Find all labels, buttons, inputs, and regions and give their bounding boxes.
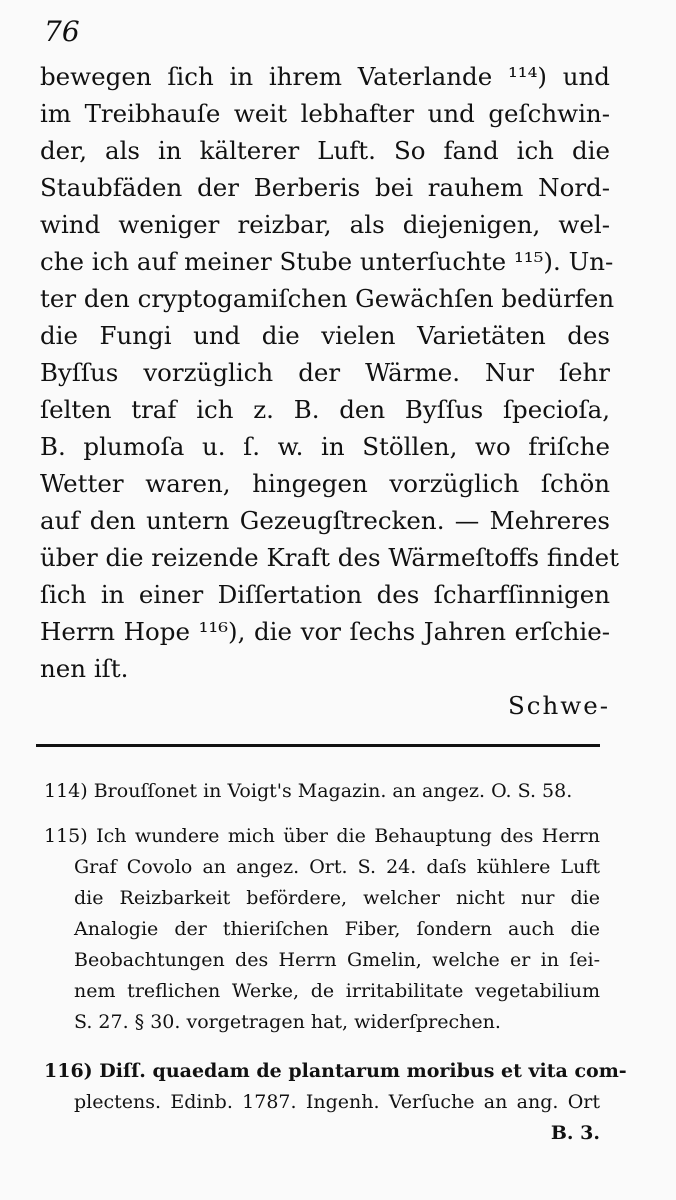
footnote-115-line: die Reizbarkeit befördere, welcher nicht nur die [74,887,600,909]
text-line: che ich auf meiner Stube unterſuchte ¹¹⁵). Un- [40,247,614,276]
text-line: nen iſt. [40,654,129,683]
footnote-115-line: nem treflichen Werke, de irritabilitate vegetabilium [74,980,600,1002]
text-line: ter den cryptogamiſchen Gewächſen bedürfen [40,284,615,313]
footnote-116-end: B. 3. [550,1122,600,1144]
footnote-divider [36,744,600,747]
main-text [40,58,620,724]
footnote-116-line: plectens. Edinb. 1787. Ingenh. Verſuche an ang. Ort [74,1091,600,1113]
footnote-115-line: S. 27. § 30. vorgetragen hat, widerſprechen. [74,1011,501,1033]
footnote-115-line: 115) Ich wundere mich über die Behauptung des Herrn [44,825,600,847]
text-line: wind weniger reizbar, als diejenigen, wel- [40,210,610,239]
text-line: auf den untern Gezeugſtrecken. — Mehreres [40,506,610,535]
text-line: über die reizende Kraft des Wärmeſtoffs findet [40,543,620,572]
footnote-115-line: Beobachtungen des Herrn Gmelin, welche er in ſei- [74,949,600,971]
footnote-114: 114) Brouſſonet in Voigt's Magazin. an angez. O. S. 58. [44,780,573,802]
text-line: im Treibhauſe weit lebhafter und geſchwin- [40,99,610,128]
text-line: ſich in einer Diſſertation des ſcharfſinnigen [40,580,610,609]
footnote-116-line: 116) Diſſ. quaedam de plantarum moribus et vita com- [44,1060,627,1082]
text-line: bewegen ſich in ihrem Vaterlande ¹¹⁴) und [40,62,610,91]
text-line: B. plumoſa u. ſ. w. in Stöllen, wo friſche [40,432,610,461]
text-line: Herrn Hope ¹¹⁶), die vor ſechs Jahren erſchie- [40,617,610,646]
catchword: Schwe- [507,691,610,720]
text-line: ſelten traf ich z. B. den Byſſus ſpecioſa, [40,395,610,424]
text-line: Byſſus vorzüglich der Wärme. Nur ſehr [40,358,610,387]
text-line: der, als in kälterer Luft. So fand ich die [40,136,610,165]
footnotes [44,776,627,1149]
page-number: 76 [44,15,80,48]
footnote-115-line: Graf Covolo an angez. Ort. S. 24. daſs kühlere Luft [74,856,600,878]
text-line: Wetter waren, hingegen vorzüglich ſchön [40,469,610,498]
text-line: Staubfäden der Berberis bei rauhem Nord- [40,173,610,202]
footnote-115-line: Analogie der thieriſchen Fiber, ſondern auch die [74,918,600,940]
text-line: die Fungi und die vielen Varietäten des [40,321,610,350]
